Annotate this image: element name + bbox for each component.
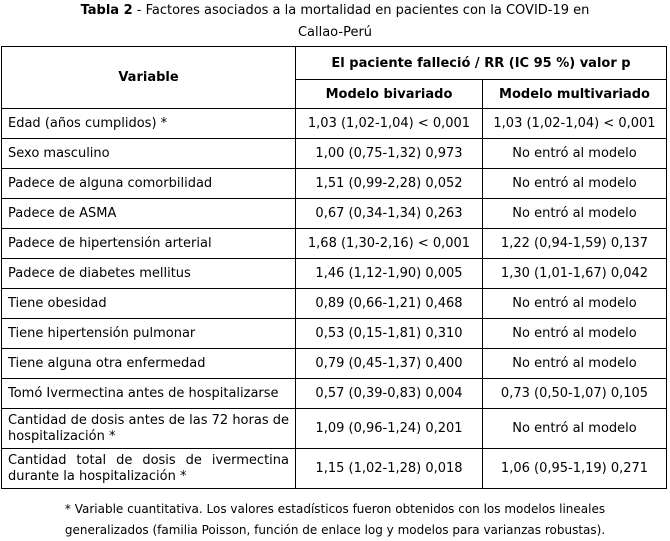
bivariado-cell: 0,79 (0,45-1,37) 0,400 bbox=[296, 349, 483, 379]
caption-label: Tabla 2 bbox=[80, 3, 133, 18]
multivariado-cell: No entró al modelo bbox=[483, 289, 667, 319]
multivariado-cell: No entró al modelo bbox=[483, 409, 667, 449]
table-row bbox=[2, 379, 667, 409]
multivariado-cell: 0,73 (0,50-1,07) 0,105 bbox=[483, 379, 667, 409]
variable-cell: Padece de alguna comorbilidad bbox=[2, 169, 296, 199]
footnote-line-1: * Variable cuantitativa. Los valores estadísticos fueron obtenidos con los modelos lineales bbox=[64, 502, 606, 516]
caption-line-1 bbox=[0, 0, 670, 22]
table-row bbox=[2, 409, 667, 449]
caption-text: - Factores asociados a la mortalidad en pacientes con la COVID-19 en bbox=[132, 3, 590, 18]
bivariado-cell: 1,51 (0,99-2,28) 0,052 bbox=[296, 169, 483, 199]
bivariado-header: Modelo bivariado bbox=[296, 80, 483, 109]
bivariado-cell: 0,53 (0,15-1,81) 0,310 bbox=[296, 319, 483, 349]
bivariado-cell: 1,09 (0,96-1,24) 0,201 bbox=[296, 409, 483, 449]
variable-cell: Edad (años cumplidos) * bbox=[2, 109, 296, 139]
bivariado-cell: 0,67 (0,34-1,34) 0,263 bbox=[296, 199, 483, 229]
variable-cell: Sexo masculino bbox=[2, 139, 296, 169]
bivariado-cell: 0,89 (0,66-1,21) 0,468 bbox=[296, 289, 483, 319]
table-row bbox=[2, 259, 667, 289]
bivariado-cell: 0,57 (0,39-0,83) 0,004 bbox=[296, 379, 483, 409]
table-row bbox=[2, 349, 667, 379]
table-row bbox=[2, 229, 667, 259]
table-row bbox=[2, 139, 667, 169]
variable-cell: Tiene hipertensión pulmonar bbox=[2, 319, 296, 349]
caption-line-2: Callao-Perú bbox=[297, 25, 373, 40]
multivariado-cell: 1,30 (1,01-1,67) 0,042 bbox=[483, 259, 667, 289]
multivariado-cell: No entró al modelo bbox=[483, 139, 667, 169]
multivariado-cell: No entró al modelo bbox=[483, 199, 667, 229]
variable-cell: Tiene obesidad bbox=[2, 289, 296, 319]
variable-cell: Cantidad de dosis antes de las 72 horas de hospitalización * bbox=[2, 409, 296, 449]
multivariado-cell: No entró al modelo bbox=[483, 349, 667, 379]
multivariado-cell: 1,03 (1,02-1,04) < 0,001 bbox=[483, 109, 667, 139]
variable-cell: Padece de diabetes mellitus bbox=[2, 259, 296, 289]
table-row bbox=[2, 449, 667, 489]
variable-cell: Cantidad total de dosis de ivermectina durante la hospitalización * bbox=[2, 449, 296, 489]
table-footnote bbox=[0, 499, 670, 541]
table-caption bbox=[0, 0, 670, 44]
table-row bbox=[2, 199, 667, 229]
footnote-line-2: generalizados (familia Poisson, función de enlace log y modelos para varianzas robustas). bbox=[64, 523, 606, 537]
variable-cell: Tiene alguna otra enfermedad bbox=[2, 349, 296, 379]
multivariado-cell: 1,06 (0,95-1,19) 0,271 bbox=[483, 449, 667, 489]
bivariado-cell: 1,46 (1,12-1,90) 0,005 bbox=[296, 259, 483, 289]
variable-cell: Tomó Ivermectina antes de hospitalizarse bbox=[2, 379, 296, 409]
table-row bbox=[2, 289, 667, 319]
bivariado-cell: 1,15 (1,02-1,28) 0,018 bbox=[296, 449, 483, 489]
table-row bbox=[2, 169, 667, 199]
multivariado-cell: No entró al modelo bbox=[483, 319, 667, 349]
multivariado-cell: 1,22 (0,94-1,59) 0,137 bbox=[483, 229, 667, 259]
bivariado-cell: 1,68 (1,30-2,16) < 0,001 bbox=[296, 229, 483, 259]
variable-header: Variable bbox=[2, 47, 296, 109]
table-row bbox=[2, 319, 667, 349]
table-row bbox=[2, 109, 667, 139]
multivariado-header: Modelo multivariado bbox=[483, 80, 667, 109]
bivariado-cell: 1,03 (1,02-1,04) < 0,001 bbox=[296, 109, 483, 139]
results-table bbox=[1, 46, 667, 489]
variable-cell: Padece de ASMA bbox=[2, 199, 296, 229]
group-header: El paciente falleció / RR (IC 95 %) valor p bbox=[296, 47, 667, 80]
bivariado-cell: 1,00 (0,75-1,32) 0,973 bbox=[296, 139, 483, 169]
multivariado-cell: No entró al modelo bbox=[483, 169, 667, 199]
variable-cell: Padece de hipertensión arterial bbox=[2, 229, 296, 259]
